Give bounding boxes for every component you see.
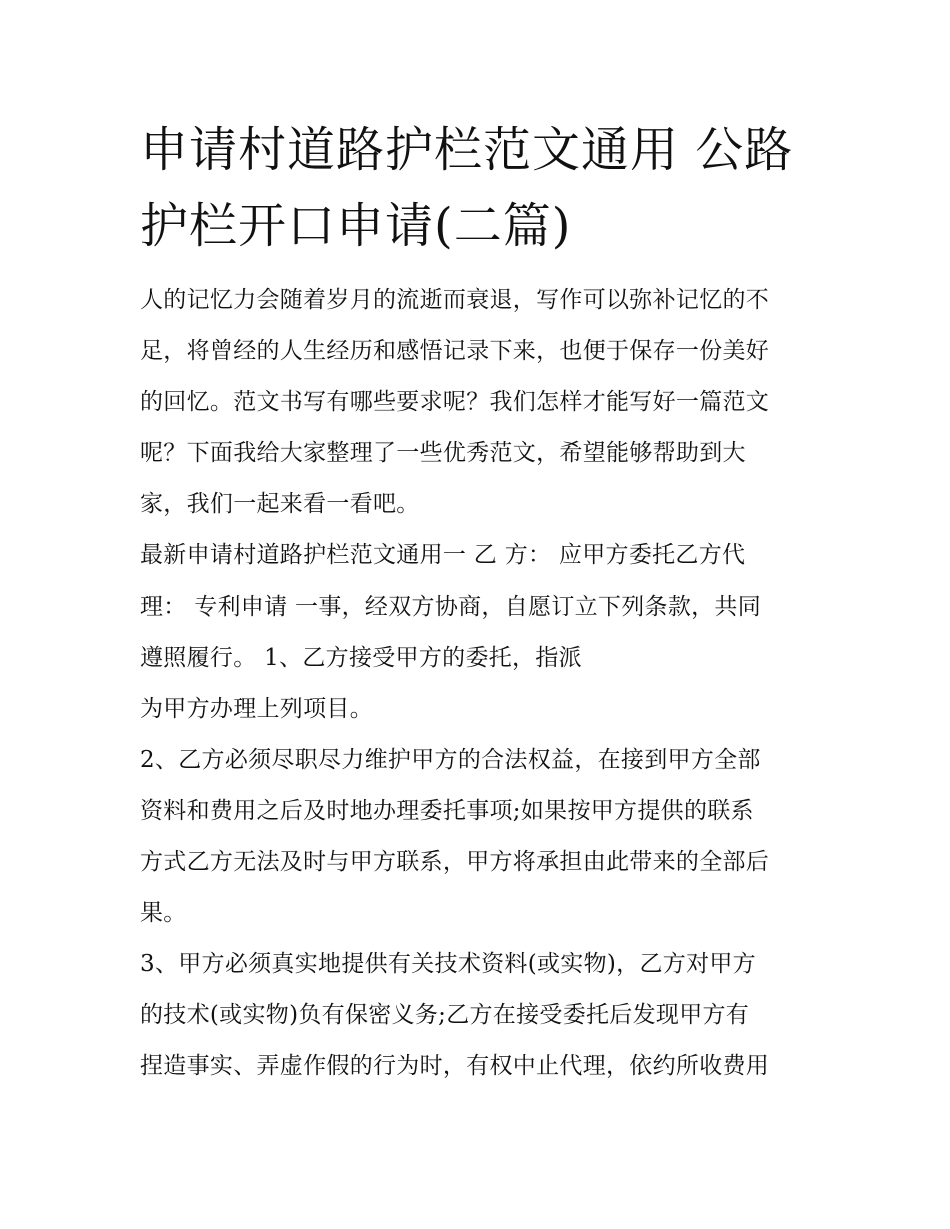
- title-line-1: 申请村道路护栏范文通用 公路: [140, 122, 794, 178]
- document-title: [140, 112, 820, 264]
- body-line: 资料和费用之后及时地办理委托事项;如果按甲方提供的联系: [140, 797, 754, 824]
- document-body: [140, 275, 820, 1093]
- body-line: 人的记忆力会随着岁月的流逝而衰退，写作可以弥补记忆的不: [140, 287, 770, 313]
- body-line: 3、甲方必须真实地提供有关技术资料(或实物)，乙方对甲方: [140, 951, 756, 978]
- body-line: 捏造事实、弄虚作假的行为时，有权中止代理，依约所收费用: [140, 1053, 770, 1080]
- body-line: 的回忆。范文书写有哪些要求呢？我们怎样才能写好一篇范文: [140, 389, 770, 416]
- body-line: 呢？下面我给大家整理了一些优秀范文，希望能够帮助到大: [140, 440, 746, 467]
- title-line-2: 护栏开口申请(二篇): [140, 198, 572, 254]
- body-line: 遵照履行。 1、乙方接受甲方的委托，指派: [140, 644, 582, 671]
- body-line: 果。: [140, 900, 187, 927]
- body-line: 足，将曾经的人生经历和感悟记录下来，也便于保存一份美好: [140, 338, 770, 365]
- body-line: 家，我们一起来看一看吧。: [140, 491, 420, 518]
- body-line: 的技术(或实物)负有保密义务;乙方在接受委托后发现甲方有: [140, 1002, 750, 1029]
- body-line: 最新申请村道路护栏范文通用一 乙 方： 应甲方委托乙方代: [140, 542, 746, 569]
- body-line: 理： 专利申请 一事，经双方协商，自愿订立下列条款，共同: [140, 593, 762, 620]
- body-line: 方式乙方无法及时与甲方联系，甲方将承担由此带来的全部后: [140, 849, 770, 876]
- body-line: 为甲方办理上列项目。: [140, 695, 373, 722]
- body-line: 2、乙方必须尽职尽力维护甲方的合法权益，在接到甲方全部: [140, 746, 761, 773]
